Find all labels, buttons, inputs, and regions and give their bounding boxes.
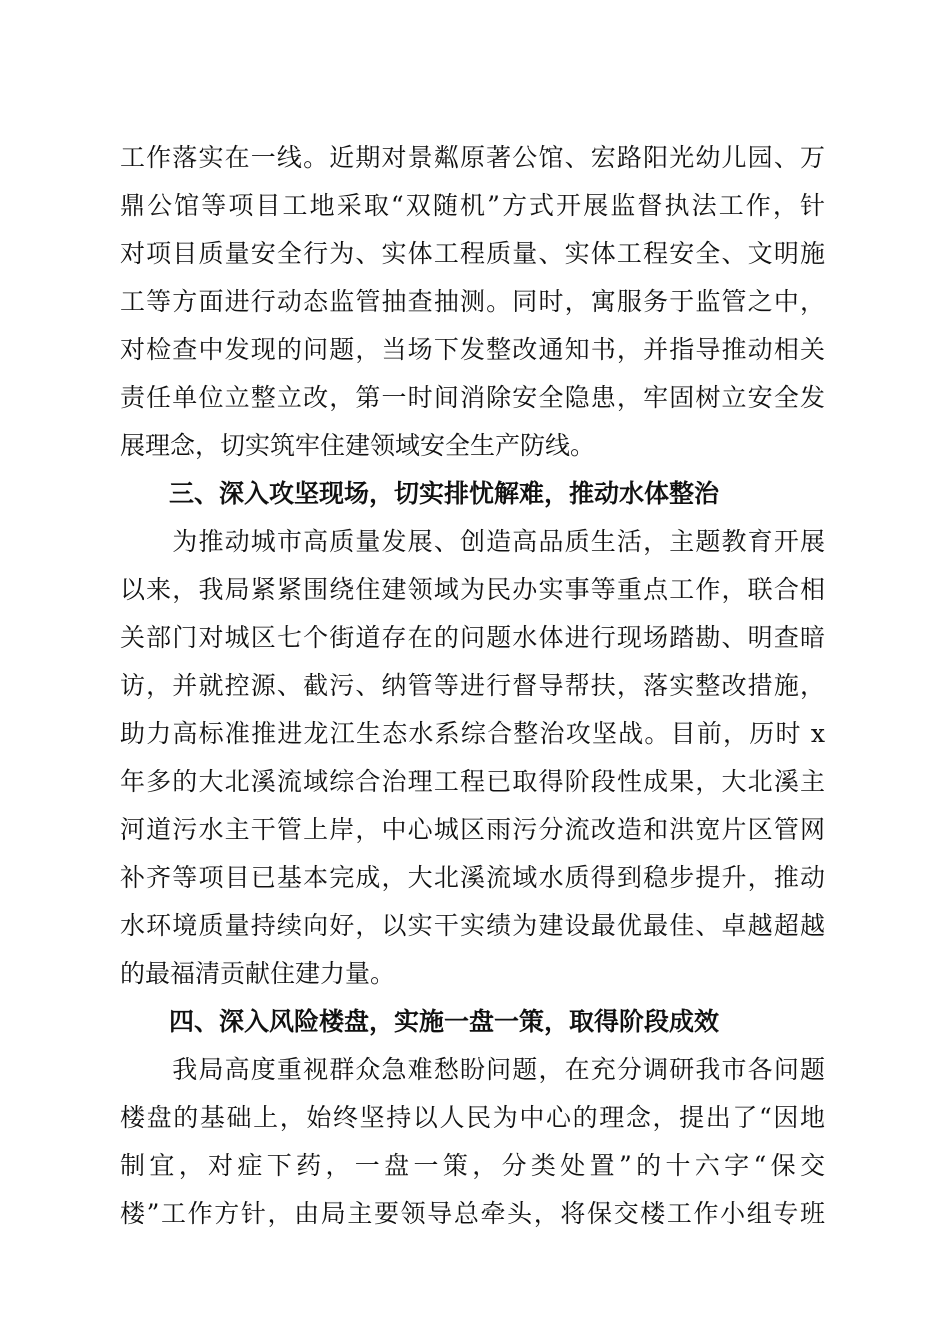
body-text-line: 我局高度重视群众急难愁盼问题，在充分调研我市各问题 bbox=[120, 1055, 825, 1084]
body-text-line: 鼎公馆等项目工地采取“双随机”方式开展监督执法工作，针 bbox=[120, 191, 825, 220]
body-text-line: 为推动城市高质量发展、创造高品质生活，主题教育开展 bbox=[120, 527, 825, 556]
body-text-line: 对项目质量安全行为、实体工程质量、实体工程安全、文明施 bbox=[120, 239, 825, 268]
body-text-line: 制宜，对症下药，一盘一策，分类处置”的十六字“保交 bbox=[120, 1151, 825, 1180]
body-text-line: 责任单位立整立改，第一时间消除安全隐患，牢固树立安全发 bbox=[120, 383, 825, 412]
body-text-line: 年多的大北溪流域综合治理工程已取得阶段性成果，大北溪主 bbox=[120, 767, 825, 796]
body-text-line: 补齐等项目已基本完成，大北溪流域水质得到稳步提升，推动 bbox=[120, 863, 825, 892]
body-text-line: 以来，我局紧紧围绕住建领域为民办实事等重点工作，联合相 bbox=[120, 575, 825, 604]
body-text-line: 楼”工作方针，由局主要领导总牵头，将保交楼工作小组专班 bbox=[120, 1199, 825, 1228]
body-text-line: 访，并就控源、截污、纳管等进行督导帮扶，落实整改措施， bbox=[120, 671, 825, 700]
body-text-line: 展理念，切实筑牢住建领域安全生产防线。 bbox=[120, 431, 596, 460]
section-heading-4: 四、深入风险楼盘，实施一盘一策，取得阶段成效 bbox=[169, 1007, 720, 1036]
section-heading-3: 三、深入攻坚现场，切实排忧解难，推动水体整治 bbox=[169, 479, 720, 508]
body-text-line: 助力高标准推进龙江生态水系综合整治攻坚战。目前，历时 x bbox=[120, 719, 825, 748]
body-text-line: 河道污水主干管上岸，中心城区雨污分流改造和洪宽片区管网 bbox=[120, 815, 825, 844]
body-text-line: 楼盘的基础上，始终坚持以人民为中心的理念，提出了“因地 bbox=[120, 1103, 825, 1132]
body-text-line: 对检查中发现的问题，当场下发整改通知书，并指导推动相关 bbox=[120, 335, 825, 364]
body-text-line: 工作落实在一线。近期对景粼原著公馆、宏路阳光幼儿园、万 bbox=[120, 143, 825, 172]
body-text-line: 工等方面进行动态监管抽查抽测。同时，寓服务于监管之中， bbox=[120, 287, 825, 316]
body-text-line: 的最福清贡献住建力量。 bbox=[120, 959, 396, 988]
body-text-line: 关部门对城区七个街道存在的问题水体进行现场踏勘、明查暗 bbox=[120, 623, 825, 652]
body-text-line: 水环境质量持续向好，以实干实绩为建设最优最佳、卓越超越 bbox=[120, 911, 825, 940]
